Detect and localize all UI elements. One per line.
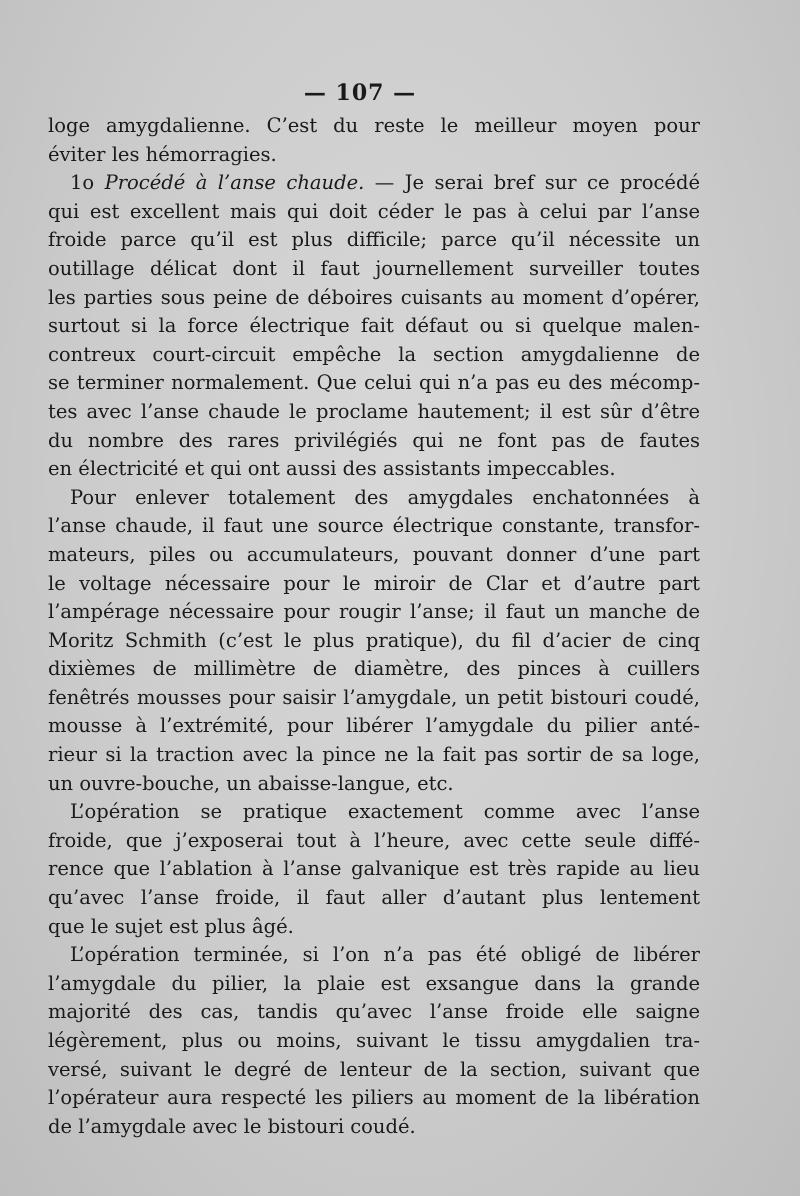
text-line: froide, que j’exposerai tout à l’heure, avec cette seule diffé- <box>48 828 700 852</box>
text-line: qui est excellent mais qui doit céder le pas à celui par l’anse <box>48 199 700 223</box>
text-line: contreux court-circuit empêche la section amygdalienne de <box>48 342 700 366</box>
text-line: légèrement, plus ou moins, suivant le tissu amygdalien tra- <box>48 1029 700 1052</box>
paragraph <box>48 798 700 941</box>
text-line: L’opération terminée, si l’on n’a pas été obligé de libérer <box>70 943 700 967</box>
text-line: rieur si la traction avec la pince ne la fait pas sortir de sa loge, <box>48 743 700 767</box>
text-line: Moritz Schmith (c’est le plus pratique), du fil d’acier de cinq <box>48 628 700 652</box>
section-heading-line <box>48 169 700 198</box>
text-line: fenêtrés mousses pour saisir l’amygdale, un petit bistouri coudé, <box>48 685 700 709</box>
text-line: l’amygdale du pilier, la plaie est exsangue dans la grande <box>48 971 700 995</box>
text-line: outillage délicat dont il faut journellement surveiller toutes <box>48 256 700 280</box>
text-line: mousse à l’extrémité, pour libérer l’amygdale du pilier anté- <box>48 714 700 738</box>
text-line: se terminer normalement. Que celui qui n’a pas eu des mécomp- <box>48 371 700 395</box>
text-line: surtout si la force électrique fait défaut ou si quelque malen- <box>48 314 700 338</box>
paragraph <box>48 112 700 169</box>
body-text <box>48 112 700 1141</box>
text-fragment: — Je serai bref sur ce procédé <box>364 171 700 195</box>
text-line: loge amygdalienne. C’est du reste le meilleur moyen pour <box>48 114 700 137</box>
text-line: éviter les hémorragies. <box>48 142 277 166</box>
text-line: Pour enlever totalement des amygdales enchatonnées à <box>70 485 700 509</box>
text-line: en électricité et qui ont aussi des assistants impeccables. <box>48 457 616 481</box>
text-line: majorité des cas, tandis qu’avec l’anse froide elle saigne <box>48 1000 700 1024</box>
text-line: un ouvre-bouche, un abaisse-langue, etc. <box>48 771 454 795</box>
text-line: l’anse chaude, il faut une source électrique constante, transfor- <box>48 514 700 538</box>
text-line: les parties sous peine de déboires cuisants au moment d’opérer, <box>48 285 700 309</box>
text-line: l’opérateur aura respecté les piliers au moment de la libération <box>48 1086 700 1110</box>
text-line: L’opération se pratique exactement comme avec l’anse <box>70 800 700 824</box>
text-line: dixièmes de millimètre de diamètre, des pinces à cuillers <box>48 657 700 681</box>
text-line: du nombre des rares privilégiés qui ne font pas de fautes <box>48 428 700 452</box>
text-line: rence que l’ablation à l’anse galvanique est très rapide au lieu <box>48 857 700 881</box>
paragraph <box>48 484 700 799</box>
text-line: versé, suivant le degré de lenteur de la section, suivant que <box>48 1057 700 1081</box>
paragraph <box>48 169 700 484</box>
text-line: de l’amygdale avec le bistouri coudé. <box>48 1114 416 1138</box>
text-line: tes avec l’anse chaude le proclame hautement; il est sûr d’être <box>48 399 700 423</box>
page-number: — 107 — <box>303 80 417 106</box>
paragraph <box>48 941 700 1141</box>
text-line: que le sujet est plus âgé. <box>48 914 294 938</box>
text-line: l’ampérage nécessaire pour rougir l’anse; il faut un manche de <box>48 600 700 624</box>
section-number: 1o <box>70 171 95 195</box>
text-line: qu’avec l’anse froide, il faut aller d’autant plus lentement <box>48 886 700 910</box>
text-line: froide parce qu’il est plus difficile; parce qu’il nécessite un <box>48 228 700 252</box>
text-line: le voltage nécessaire pour le miroir de Clar et d’autre part <box>48 571 700 595</box>
section-title: Procédé à l’anse chaude. <box>104 171 365 195</box>
text-line: mateurs, piles ou accumulateurs, pouvant donner d’une part <box>48 542 700 566</box>
